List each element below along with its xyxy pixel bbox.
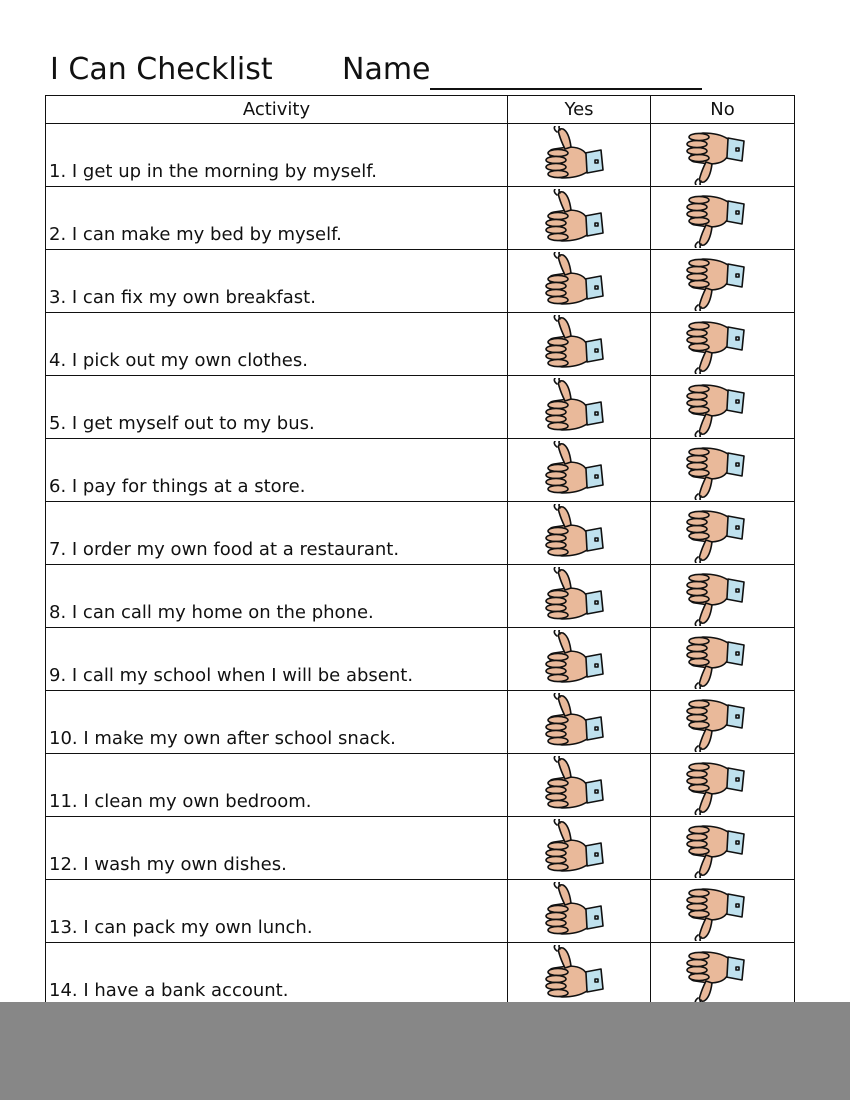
yes-choice-cell[interactable] xyxy=(507,691,650,753)
activity-cell xyxy=(45,565,507,627)
thumbs-down-icon[interactable] xyxy=(679,881,749,941)
thumbs-down-icon xyxy=(679,692,749,752)
thumbs-down-icon[interactable] xyxy=(679,314,749,374)
no-header-label: No xyxy=(710,99,735,120)
activity-label: 5. I get myself out to my bus. xyxy=(49,413,315,434)
checklist-row xyxy=(45,376,795,439)
name-label: Name xyxy=(342,52,431,87)
checklist-row xyxy=(45,754,795,817)
yes-column-header xyxy=(507,96,650,123)
thumbs-up-icon xyxy=(538,567,608,627)
thumbs-up-icon[interactable] xyxy=(538,630,608,690)
checklist-row xyxy=(45,880,795,943)
activity-label: 10. I make my own after school snack. xyxy=(49,728,396,749)
activity-cell xyxy=(45,628,507,690)
thumbs-up-icon[interactable] xyxy=(538,819,608,879)
thumbs-up-icon xyxy=(538,945,608,1005)
yes-choice-cell[interactable] xyxy=(507,313,650,375)
thumbs-up-icon xyxy=(538,819,608,879)
page-title: I Can Checklist xyxy=(50,52,273,87)
yes-choice-cell[interactable] xyxy=(507,250,650,312)
thumbs-down-icon xyxy=(679,125,749,185)
checklist-row xyxy=(45,250,795,313)
thumbs-up-icon xyxy=(538,504,608,564)
thumbs-down-icon[interactable] xyxy=(679,566,749,626)
checklist-row xyxy=(45,502,795,565)
thumbs-down-icon[interactable] xyxy=(679,251,749,311)
thumbs-down-icon[interactable] xyxy=(679,503,749,563)
yes-choice-cell[interactable] xyxy=(507,439,650,501)
checklist-row xyxy=(45,691,795,754)
thumbs-down-icon[interactable] xyxy=(679,944,749,1004)
activity-label: 2. I can make my bed by myself. xyxy=(49,224,342,245)
activity-cell xyxy=(45,817,507,879)
checklist-table xyxy=(45,95,795,1006)
thumbs-down-icon xyxy=(679,251,749,311)
thumbs-up-icon[interactable] xyxy=(538,315,608,375)
activity-label: 14. I have a bank account. xyxy=(49,980,289,1001)
activity-cell xyxy=(45,250,507,312)
thumbs-down-icon xyxy=(679,629,749,689)
name-blank-line[interactable] xyxy=(430,88,702,90)
thumbs-down-icon[interactable] xyxy=(679,692,749,752)
activity-cell xyxy=(45,439,507,501)
yes-choice-cell[interactable] xyxy=(507,376,650,438)
thumbs-down-icon xyxy=(679,881,749,941)
activity-cell xyxy=(45,313,507,375)
thumbs-down-icon xyxy=(679,818,749,878)
thumbs-down-icon xyxy=(679,440,749,500)
no-choice-cell[interactable] xyxy=(650,187,795,249)
thumbs-up-icon xyxy=(538,693,608,753)
thumbs-down-icon xyxy=(679,566,749,626)
thumbs-down-icon xyxy=(679,503,749,563)
thumbs-up-icon[interactable] xyxy=(538,693,608,753)
thumbs-down-icon[interactable] xyxy=(679,629,749,689)
no-choice-cell[interactable] xyxy=(650,880,795,942)
activity-label: 8. I can call my home on the phone. xyxy=(49,602,374,623)
activity-label: 4. I pick out my own clothes. xyxy=(49,350,308,371)
thumbs-up-icon[interactable] xyxy=(538,567,608,627)
checklist-row xyxy=(45,628,795,691)
activity-cell xyxy=(45,880,507,942)
thumbs-up-icon[interactable] xyxy=(538,945,608,1005)
thumbs-down-icon xyxy=(679,944,749,1004)
thumbs-down-icon[interactable] xyxy=(679,125,749,185)
activity-column-header xyxy=(45,96,507,123)
activity-label: 3. I can fix my own breakfast. xyxy=(49,287,316,308)
no-choice-cell[interactable] xyxy=(650,376,795,438)
thumbs-up-icon xyxy=(538,189,608,249)
yes-header-label: Yes xyxy=(564,99,594,120)
thumbs-up-icon[interactable] xyxy=(538,756,608,816)
yes-choice-cell[interactable] xyxy=(507,502,650,564)
no-choice-cell[interactable] xyxy=(650,502,795,564)
yes-choice-cell[interactable] xyxy=(507,565,650,627)
checklist-row xyxy=(45,565,795,628)
activity-label: 12. I wash my own dishes. xyxy=(49,854,287,875)
thumbs-down-icon[interactable] xyxy=(679,188,749,248)
checklist-row xyxy=(45,124,795,187)
yes-choice-cell[interactable] xyxy=(507,943,650,1005)
thumbs-up-icon[interactable] xyxy=(538,189,608,249)
activity-cell xyxy=(45,502,507,564)
activity-cell xyxy=(45,691,507,753)
thumbs-up-icon xyxy=(538,882,608,942)
thumbs-up-icon[interactable] xyxy=(538,504,608,564)
thumbs-down-icon[interactable] xyxy=(679,377,749,437)
yes-choice-cell[interactable] xyxy=(507,817,650,879)
activity-label: 9. I call my school when I will be absent. xyxy=(49,665,414,686)
activity-cell xyxy=(45,754,507,816)
yes-choice-cell[interactable] xyxy=(507,628,650,690)
activity-label: 11. I clean my own bedroom. xyxy=(49,791,312,812)
table-header-row xyxy=(45,95,795,124)
thumbs-up-icon xyxy=(538,630,608,690)
no-choice-cell[interactable] xyxy=(650,754,795,816)
activity-cell xyxy=(45,376,507,438)
checklist-row xyxy=(45,943,795,1006)
no-choice-cell[interactable] xyxy=(650,817,795,879)
checklist-row xyxy=(45,313,795,376)
thumbs-up-icon xyxy=(538,252,608,312)
checklist-row xyxy=(45,187,795,250)
thumbs-up-icon[interactable] xyxy=(538,252,608,312)
yes-choice-cell[interactable] xyxy=(507,187,650,249)
thumbs-up-icon xyxy=(538,441,608,501)
thumbs-up-icon[interactable] xyxy=(538,441,608,501)
thumbs-up-icon xyxy=(538,126,608,186)
thumbs-down-icon xyxy=(679,314,749,374)
activity-cell xyxy=(45,124,507,186)
checklist-row xyxy=(45,817,795,880)
activity-label: 13. I can pack my own lunch. xyxy=(49,917,313,938)
thumbs-up-icon[interactable] xyxy=(538,126,608,186)
activity-cell xyxy=(45,943,507,1005)
thumbs-up-icon[interactable] xyxy=(538,882,608,942)
no-choice-cell[interactable] xyxy=(650,628,795,690)
thumbs-up-icon xyxy=(538,378,608,438)
activity-label: 7. I order my own food at a restaurant. xyxy=(49,539,400,560)
yes-choice-cell[interactable] xyxy=(507,754,650,816)
no-choice-cell[interactable] xyxy=(650,250,795,312)
no-choice-cell[interactable] xyxy=(650,691,795,753)
activity-cell xyxy=(45,187,507,249)
yes-choice-cell[interactable] xyxy=(507,880,650,942)
activity-label: 6. I pay for things at a store. xyxy=(49,476,306,497)
no-choice-cell[interactable] xyxy=(650,124,795,186)
thumbs-down-icon[interactable] xyxy=(679,755,749,815)
thumbs-down-icon xyxy=(679,188,749,248)
no-choice-cell[interactable] xyxy=(650,943,795,1005)
thumbs-down-icon[interactable] xyxy=(679,440,749,500)
no-choice-cell[interactable] xyxy=(650,565,795,627)
no-choice-cell[interactable] xyxy=(650,313,795,375)
activity-label: 1. I get up in the morning by myself. xyxy=(49,161,377,182)
activity-header-label: Activity xyxy=(242,99,311,120)
thumbs-down-icon xyxy=(679,377,749,437)
thumbs-down-icon xyxy=(679,755,749,815)
thumbs-up-icon[interactable] xyxy=(538,378,608,438)
yes-choice-cell[interactable] xyxy=(507,124,650,186)
thumbs-down-icon[interactable] xyxy=(679,818,749,878)
gray-footer-band xyxy=(0,1002,850,1100)
thumbs-up-icon xyxy=(538,756,608,816)
no-choice-cell[interactable] xyxy=(650,439,795,501)
thumbs-up-icon xyxy=(538,315,608,375)
no-column-header xyxy=(650,96,795,123)
checklist-row xyxy=(45,439,795,502)
